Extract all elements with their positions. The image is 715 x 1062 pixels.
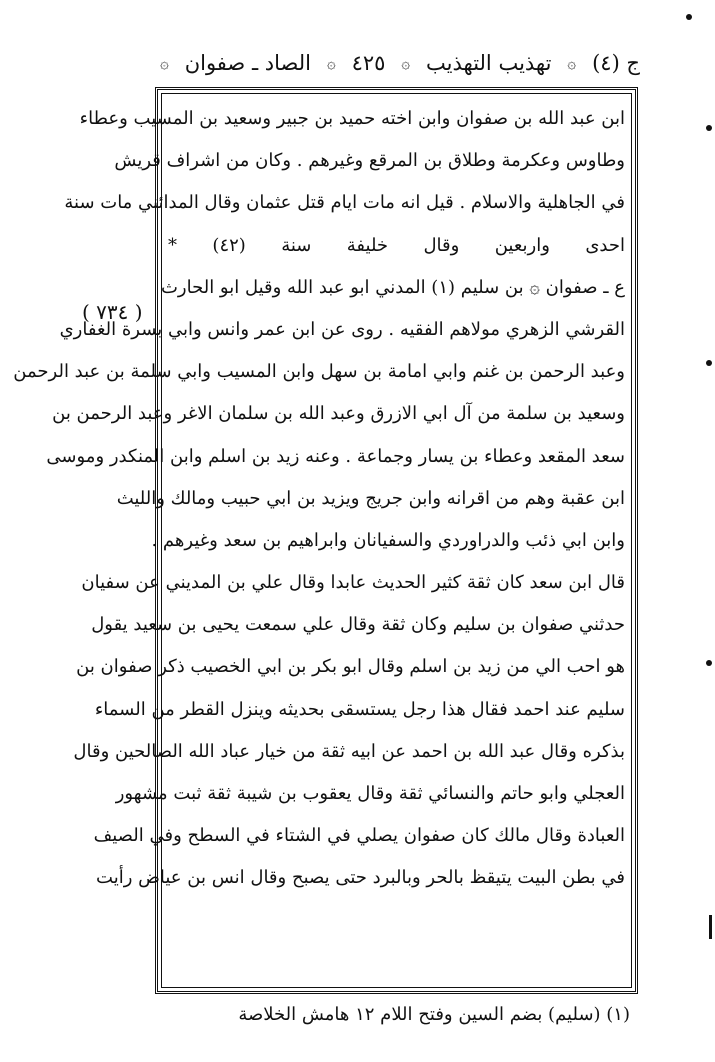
scan-mark — [709, 915, 712, 939]
scan-mark — [706, 660, 712, 666]
text-line: وعبد الرحمن بن غنم وابي امامة بن سهل وابن المسيب وابي سلمة بن عبد الرحمن — [13, 361, 625, 383]
text-line: العبادة وقال مالك كان صفوان يصلي في الشتاء في السطح وفي الصيف — [93, 825, 625, 847]
text-line: في بطن البيت يتيقظ بالحر وبالبرد حتى يصبح وقال انس بن عياض رأيت — [96, 867, 625, 889]
text-line: العجلي وابو حاتم والنسائي ثقة وقال يعقوب بن شيبة ثقة ثبت مشهور — [115, 783, 625, 804]
book-title: تهذيب التهذيب — [426, 51, 552, 75]
ornament-icon: ۞ — [401, 54, 411, 72]
text-line: سعد المقعد وعطاء بن يسار وجماعة . وعنه زيد بن اسلم وابن المنكدر وموسى — [46, 445, 625, 467]
text-line: احدى واربعين وقال خليفة سنة (٤٢) * — [168, 234, 625, 256]
ornament-icon: ۞ — [326, 54, 336, 72]
text-line: ع ـ صفوان ۞ بن سليم (١) المدني ابو عبد الله وقيل ابو الحارث — [160, 276, 625, 298]
volume-label: ج (٤) — [592, 51, 640, 75]
ornament-icon: ۞ — [567, 54, 577, 72]
text-line: قال ابن سعد كان ثقة كثير الحديث عابدا وقال علي بن المديني عن سفيان — [81, 572, 625, 594]
scan-mark — [686, 14, 692, 20]
text-line: ابن عبد الله بن صفوان وابن اخته حميد بن جبير وسعيد بن المسيب وعطاء — [79, 108, 625, 129]
text-line: في الجاهلية والاسلام . قيل انه مات ايام قتل عثمان وقال المدائني مات سنة — [64, 192, 625, 214]
section-title: الصاد ـ صفوان — [184, 51, 311, 75]
scan-mark — [706, 125, 712, 131]
text-line: حدثني صفوان بن سليم وكان ثقة وقال علي سمعت يحيى بن سعيد يقول — [91, 614, 625, 636]
page-header — [160, 44, 640, 82]
text-line: وطاوس وعكرمة وطلاق بن المرقع وغيرهم . وكان من اشراف قريش — [114, 150, 625, 172]
text-line: وسعيد بن سلمة من آل ابي الازرق وعبد الله بن سلمان الاغر وعبد الرحمن بن — [52, 403, 625, 425]
scan-mark — [706, 360, 712, 366]
text-line: وابن ابي ذئب والدراوردي والسفيانان وابراهيم بن سعد وغيرهم . — [151, 529, 625, 551]
page-number: ٤٢٥ — [351, 51, 386, 75]
text-line: القرشي الزهري مولاهم الفقيه . روى عن ابن عمر وانس وابي بسرة الغفاري — [59, 318, 625, 340]
text-line: هو احب الي من زيد بن اسلم وقال ابو بكر بن ابي الخصيب ذكر صفوان بن — [76, 656, 625, 678]
text-line: سليم عند احمد فقال هذا رجل يستسقى بحديثه وينزل القطر من السماء — [94, 698, 625, 720]
entry-number: ( ٧٣٤ ) — [82, 300, 143, 324]
footnote: (١) (سليم) بضم السين وفتح اللام ١٢ هامش الخلاصة — [238, 1004, 630, 1025]
text-line: بذكره وقال عبد الله بن احمد عن ابيه ثقة من خيار عباد الله الصالحين وقال — [73, 740, 625, 762]
ornament-icon: ۞ — [160, 54, 169, 72]
text-line: ابن عقبة وهم من اقرانه وابن جريج ويزيد بن ابي حبيب ومالك والليث — [116, 487, 625, 509]
